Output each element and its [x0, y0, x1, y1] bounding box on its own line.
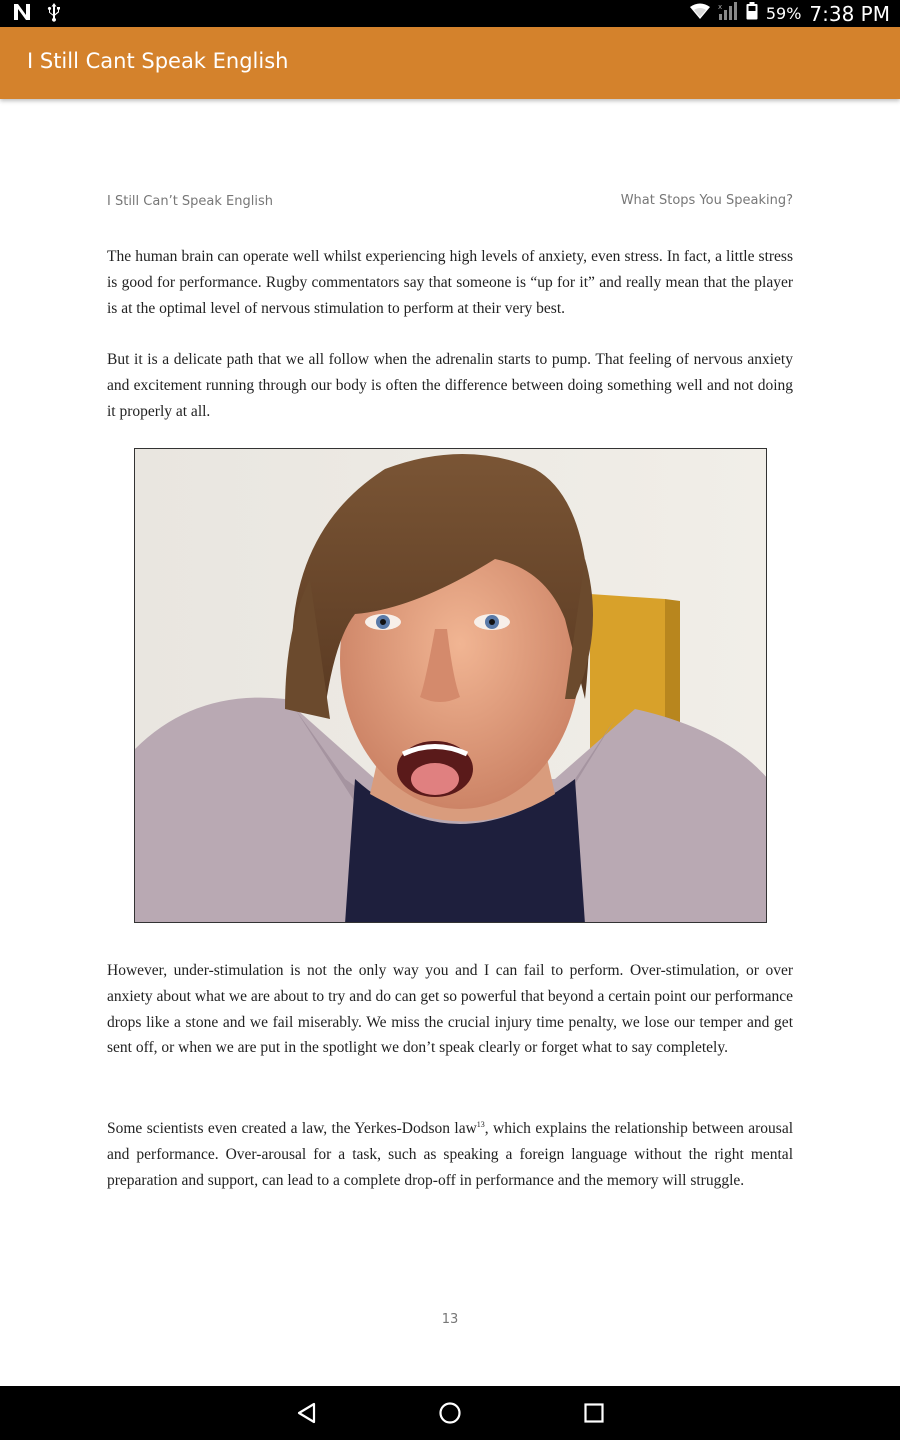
- paragraph: But it is a delicate path that we all follow when the adrenalin starts to pump. That feeling of nervous anxiety and excitement running through our body is often the difference between doing something well and not doing it properly at all.: [107, 351, 793, 420]
- usb-icon: [46, 2, 62, 27]
- status-time: 7:38 PM: [809, 1, 890, 26]
- wifi-icon: [690, 3, 710, 24]
- battery-icon: [746, 2, 758, 25]
- recents-icon: [582, 1401, 606, 1425]
- navigation-bar: [0, 1386, 900, 1440]
- page-number: 13: [441, 1312, 459, 1327]
- running-header-book-title: I Still Can’t Speak English: [107, 194, 273, 209]
- back-button[interactable]: [291, 1397, 323, 1429]
- footnote-reference[interactable]: 13: [476, 1120, 485, 1129]
- app-bar: [0, 27, 900, 99]
- running-header: [107, 194, 793, 214]
- paragraph-text: Some scientists even created a law, the Yerkes-Dodson law: [107, 1120, 477, 1138]
- photo-surprised-young-man: [134, 448, 767, 923]
- recents-button[interactable]: [578, 1397, 610, 1429]
- running-header-chapter: What Stops You Speaking?: [620, 193, 793, 208]
- battery-percent: 59%: [765, 4, 802, 23]
- app-title: I Still Cant Speak English: [27, 49, 289, 73]
- home-button[interactable]: [434, 1397, 466, 1429]
- n-notification-icon: [12, 3, 32, 26]
- paragraph-text: , which explains the relationship between arousal and performance. Over-arousal for a task, such as speaking a foreign language without the right mental preparation and support, can lead to a complete drop-off in performance and the memory will struggle.: [107, 1120, 794, 1189]
- signal-icon: [718, 2, 738, 25]
- paragraph: However, under-stimulation is not the only way you and I can fail to perform. Over-stimulation, or over anxiety about what we are about to try and do can get so powerful that beyond a certain point our performance drops like a stone and we fail miserably. We miss the crucial injury time penalty, we lose our temper and get sent off, or when we are put in the spotlight we don’t speak clearly or forget what to say completely.: [107, 962, 793, 1057]
- home-icon: [438, 1401, 462, 1425]
- status-bar: [0, 0, 900, 27]
- svg-text:x: x: [717, 3, 722, 11]
- back-icon: [295, 1401, 319, 1425]
- paragraph: [107, 1112, 793, 1194]
- paragraph: The human brain can operate well whilst experiencing high levels of anxiety, even stress. In fact, a little stress is good for performance. Rugby commentators say that someone is “up for it” and really mean that the player is at the optimal level of nervous stimulation to perform at their very best.: [107, 248, 793, 317]
